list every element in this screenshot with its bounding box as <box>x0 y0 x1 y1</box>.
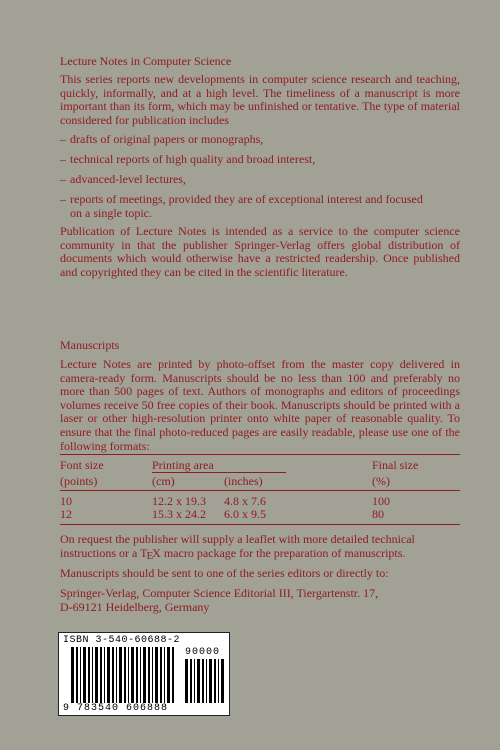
table-bottom-rule <box>60 524 460 525</box>
table-header-inches: (inches) <box>224 474 263 488</box>
publication-paragraph: Publication of Lecture Notes is intended as a service to the computer science community in that the publisher Springer-Verlag offers global distribution of documents which would otherwise have a restricted readership. Once published and copyrighted they can be cited in the scientific literature. <box>60 224 460 279</box>
table-header-points: (points) <box>60 474 98 488</box>
list-item: – reports of meetings, provided they are of exceptional interest and focused on a single topic. <box>60 192 423 220</box>
request-line-2: instructions or a TEX macro package for the preparation of manuscripts. <box>60 546 406 562</box>
back-cover: Lecture Notes in Computer Science This series reports new developments in computer science research and teaching, quickly, informally, and at a high level. The timeliness of a manuscript is more important than its form, which may be unfinished or tentative. The type of material considered for publication includes – drafts of original papers or monographs, – technical reports of high quality and broad interest, – advanced-level lectures, – reports of meetings, provided they are of exceptional interest and focused on a single topic. Publication of Lecture Notes is intended as a service to the computer science community in that the publisher Springer-Verlag offers global distribution of documents which would otherwise have a restricted readership. Once published and copyrighted they can be cited in the scientific literature. Manuscripts Lecture Notes are printed by photo-offset from the master copy delivered in camera-ready form. Manuscripts should be no less than 100 and preferably no more than 500 pages of text. Authors of monographs and editors of proceedings volumes receive 50 free copies of their book. Manuscripts should be printed with a laser or other high-resolution printer onto white paper of reasonable quality. To ensure that the final photo-reduced pages are easily readable, please use one of the following formats: Font size Printing area Final size (points) (cm) (inches) (%) 10 12.2 x 19.3 4.8 x 7.6 100 12 15.3 x 24.2 6.0 x 9.5 80 On request the publisher will supply a leaflet with more detailed technical instructions or a TEX macro package for the preparation of manuscripts. Manuscripts should be sent to one of the series editors or directly to: Springer-Verlag, Computer Science Editorial III, Tiergartenstr. 17, D-69121 Heidelberg, Germany <box>60 54 460 614</box>
list-item: – drafts of original papers or monographs, <box>60 132 264 146</box>
address-line-2: D-69121 Heidelberg, Germany <box>60 600 210 614</box>
table-header-printing-area: Printing area <box>152 458 214 472</box>
barcode-bars <box>71 647 177 703</box>
request-line-1: On request the publisher will supply a leaflet with more detailed technical <box>60 532 415 546</box>
table-header-final-size: Final size <box>372 458 419 472</box>
table-header-cm: (cm) <box>152 474 175 488</box>
manuscripts-heading: Manuscripts <box>60 338 120 352</box>
series-heading: Lecture Notes in Computer Science <box>60 54 232 68</box>
list-item: – advanced-level lectures, <box>60 172 186 186</box>
manuscripts-paragraph: Lecture Notes are printed by photo-offset from the master copy delivered in camera-ready form. Manuscripts should be no less than 100 and preferably no more than 500 pages of text. Authors of monographs and editors of proceedings volumes receive 50 free copies of their book. Manuscripts should be printed with a laser or other high-resolution printer onto white paper of reasonable quality. To ensure that the final photo-reduced pages are easily readable, please use one of the following formats: <box>60 357 460 453</box>
barcode-addon-bars <box>185 659 225 703</box>
list-item: – technical reports of high quality and broad interest, <box>60 152 316 166</box>
address-line-1: Springer-Verlag, Computer Science Editorial III, Tiergartenstr. 17, <box>60 586 379 600</box>
table-top-rule <box>60 454 460 455</box>
ean-number: 9 783540 606888 <box>63 703 169 714</box>
isbn-label: ISBN 3-540-60688-2 <box>63 635 181 646</box>
send-paragraph: Manuscripts should be sent to one of the series editors or directly to: <box>60 566 389 580</box>
price-code: 90000 <box>185 647 221 658</box>
printing-area-rule <box>152 472 286 473</box>
table-header-percent: (%) <box>372 474 390 488</box>
table-header-rule <box>60 490 460 491</box>
intro-paragraph: This series reports new developments in computer science research and teaching, quickly, informally, and at a high level. The timeliness of a manuscript is more important than its form, which may be unfinished or tentative. The type of material considered for publication includes <box>60 72 460 127</box>
table-header-font-size: Font size <box>60 458 104 472</box>
isbn-barcode <box>58 632 230 716</box>
